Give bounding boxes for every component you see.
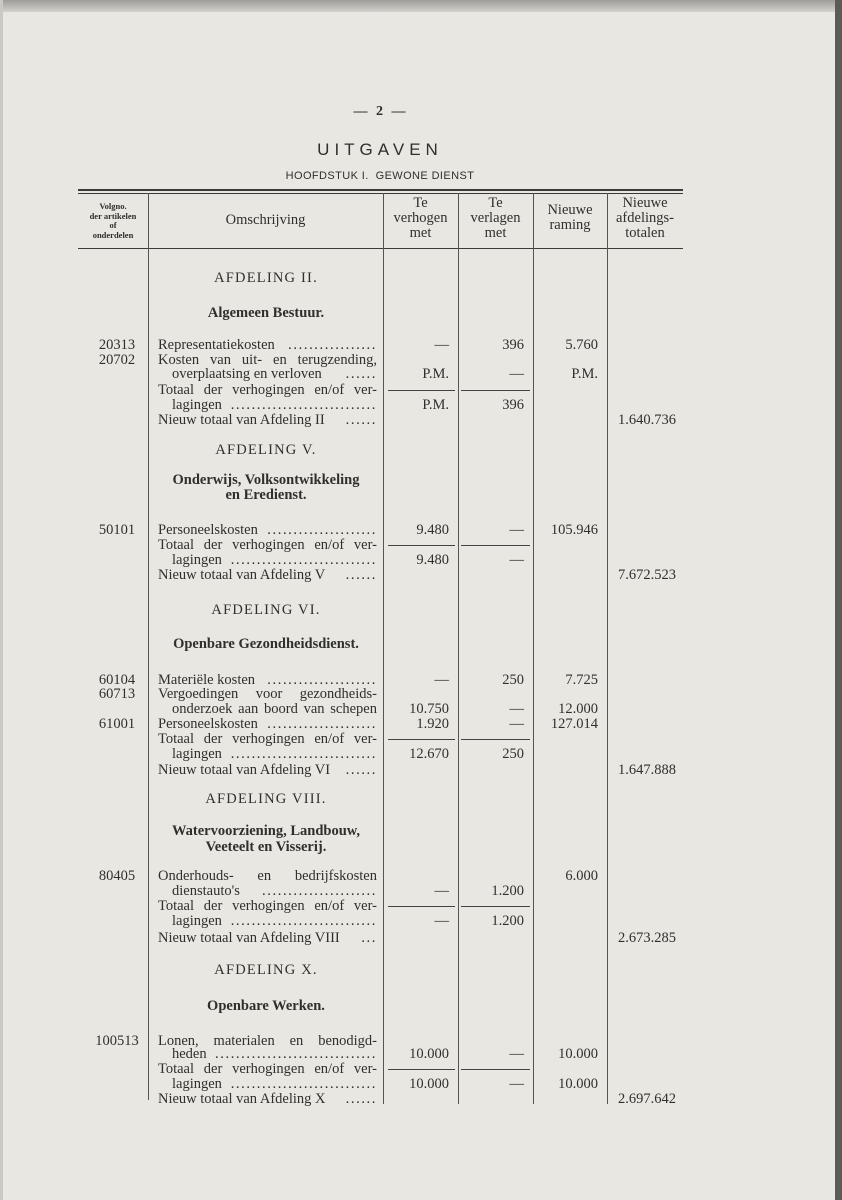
division-title-row	[0, 999, 842, 1014]
header-line: met	[484, 225, 507, 241]
article-number: 80405	[98, 868, 136, 884]
budget-line	[0, 717, 842, 732]
description-text: Kosten van uit- en terugzending,	[158, 353, 377, 368]
line-description	[172, 1077, 377, 1092]
line-description	[172, 914, 377, 929]
description-text: Representatiekosten	[158, 338, 275, 353]
sum-rule-decrease	[461, 390, 530, 391]
header-line: onderdelen	[92, 229, 134, 240]
budget-line	[0, 732, 842, 747]
new-estimate-value: 10.000	[558, 1046, 598, 1062]
budget-line	[0, 899, 842, 914]
increase-value: P.M.	[422, 397, 449, 413]
increase-value: 9.480	[416, 552, 449, 568]
budget-line	[0, 367, 842, 382]
budget-line	[0, 747, 842, 762]
line-description	[158, 717, 377, 732]
division-title-row	[0, 637, 842, 652]
line-description	[172, 398, 377, 413]
division-title-row	[0, 488, 842, 503]
increase-value: 10.000	[409, 1046, 449, 1062]
decrease-value: —	[509, 522, 524, 538]
line-description	[158, 732, 377, 747]
description-text: Totaal der verhogingen en/of ver-	[158, 732, 377, 747]
budget-line	[0, 1077, 842, 1092]
decrease-value: 1.200	[491, 883, 524, 899]
description-text: Nieuw totaal van Afdeling VIII	[158, 931, 340, 946]
division-total-value: 2.673.285	[618, 930, 676, 946]
line-description	[158, 869, 377, 884]
budget-line	[0, 353, 842, 368]
header-line: Volgno.	[99, 201, 127, 211]
column-header-new-estimate	[533, 203, 607, 233]
description-text: lagingen	[172, 747, 222, 762]
division-heading-row	[0, 792, 842, 807]
leader-dots: ............................	[230, 1077, 377, 1092]
increase-value: P.M.	[422, 366, 449, 382]
new-estimate-value: 10.000	[558, 1076, 598, 1092]
sum-rule-decrease	[461, 906, 530, 907]
header-line: of	[109, 220, 117, 231]
increase-value: 10.750	[409, 701, 449, 717]
header-bottom-rule	[78, 248, 683, 249]
budget-line	[0, 1092, 842, 1107]
division-title-row	[0, 306, 842, 321]
line-description	[158, 931, 377, 946]
article-number: 100513	[95, 1033, 139, 1049]
line-description	[158, 353, 377, 368]
leader-dots: .....................	[267, 717, 377, 732]
division-title: Veeteelt en Visserij.	[205, 839, 327, 855]
header-line: raming	[549, 217, 591, 233]
division-heading: AFDELING II.	[214, 270, 318, 286]
description-text: Materiële kosten	[158, 673, 256, 688]
header-line: Te	[488, 195, 503, 211]
division-title: en Eredienst.	[225, 487, 307, 503]
budget-line	[0, 413, 842, 428]
description-text: Personeelskosten	[158, 523, 258, 538]
description-text: Totaal der verhogingen en/of ver-	[158, 899, 377, 914]
line-description	[172, 702, 377, 717]
decrease-value: —	[509, 716, 524, 732]
decrease-value: 250	[502, 746, 524, 762]
division-total-value: 1.647.888	[618, 762, 676, 778]
header-line: Nieuwe	[622, 195, 668, 211]
budget-line	[0, 538, 842, 553]
division-heading-row	[0, 271, 842, 286]
division-title: Algemeen Bestuur.	[207, 305, 325, 321]
new-estimate-value: 6.000	[565, 868, 598, 884]
increase-value: 10.000	[409, 1076, 449, 1092]
sum-rule-increase	[388, 545, 455, 546]
article-number: 60713	[98, 686, 136, 702]
leader-dots: ...............................	[215, 1047, 377, 1062]
line-description	[172, 553, 377, 568]
description-text: Nieuw totaal van Afdeling X	[158, 1092, 326, 1107]
article-number: 50101	[98, 522, 136, 538]
leader-dots: ......	[345, 763, 377, 778]
article-number: 61001	[98, 716, 136, 732]
decrease-value: —	[509, 366, 524, 382]
division-heading: AFDELING VI.	[211, 602, 321, 618]
decrease-value: 250	[502, 672, 524, 688]
division-title-row	[0, 824, 842, 839]
new-estimate-value: 5.760	[565, 337, 598, 353]
budget-line	[0, 1047, 842, 1062]
new-estimate-value: 7.725	[565, 672, 598, 688]
decrease-value: —	[509, 1076, 524, 1092]
line-description	[172, 1047, 377, 1062]
budget-line	[0, 383, 842, 398]
chapter-subtitle: HOOFDSTUK I. GEWONE DIENST	[285, 170, 475, 182]
budget-line	[0, 763, 842, 778]
division-heading: AFDELING VIII.	[205, 791, 327, 807]
division-title: Openbare Gezondheidsdienst.	[173, 636, 359, 652]
scan-border-right	[835, 0, 842, 1200]
article-number: 60104	[98, 672, 136, 688]
division-heading: AFDELING V.	[215, 442, 317, 458]
description-text: onderzoek aan boord van schepen	[172, 702, 377, 717]
column-header-increase	[383, 196, 458, 241]
line-description	[172, 747, 377, 762]
budget-line	[0, 869, 842, 884]
description-text: Totaal der verhogingen en/of ver-	[158, 538, 377, 553]
new-estimate-value: 105.946	[550, 522, 598, 538]
header-line: Omschrijving	[225, 212, 306, 228]
division-title-row	[0, 473, 842, 488]
line-description	[158, 1062, 377, 1077]
increase-value: —	[434, 883, 449, 899]
increase-value: 1.920	[416, 716, 449, 732]
increase-value: —	[434, 913, 449, 929]
division-heading-row	[0, 963, 842, 978]
scan-border-left	[0, 0, 3, 1200]
new-estimate-value: 12.000	[558, 701, 598, 717]
leader-dots: .....................	[267, 523, 377, 538]
leader-dots: .................	[288, 338, 377, 353]
decrease-value: 396	[502, 397, 524, 413]
division-total-value: 7.672.523	[618, 567, 676, 583]
description-text: lagingen	[172, 553, 222, 568]
column-header-description	[148, 213, 383, 228]
description-text: Nieuw totaal van Afdeling VI	[158, 763, 331, 778]
description-text: Personeelskosten	[158, 717, 258, 732]
leader-dots: ............................	[230, 914, 377, 929]
leader-dots: ......	[345, 367, 377, 382]
sum-rule-increase	[388, 906, 455, 907]
budget-line	[0, 914, 842, 929]
description-text: lagingen	[172, 1077, 222, 1092]
header-line: verlagen	[470, 210, 521, 226]
division-total-value: 2.697.642	[618, 1091, 676, 1107]
table-top-rule-thin	[78, 193, 683, 194]
line-description	[158, 763, 377, 778]
division-title: Openbare Werken.	[207, 998, 325, 1014]
page-number: — 2 —	[353, 104, 407, 119]
description-text: Vergoedingen voor gezondheids-	[158, 687, 377, 702]
sum-rule-decrease	[461, 739, 530, 740]
leader-dots: ......	[345, 568, 377, 583]
leader-dots: ...	[361, 931, 377, 946]
description-text: heden	[172, 1047, 207, 1062]
decrease-value: 1.200	[491, 913, 524, 929]
leader-dots: ............................	[230, 553, 377, 568]
table-top-rule	[78, 189, 683, 191]
sum-rule-increase	[388, 390, 455, 391]
division-total-value: 1.640.736	[618, 412, 676, 428]
decrease-value: 396	[502, 337, 524, 353]
article-number: 20702	[98, 352, 136, 368]
description-text: Nieuw totaal van Afdeling V	[158, 568, 326, 583]
scan-border-top	[0, 0, 842, 12]
header-line: der artikelen	[89, 210, 137, 221]
increase-value: —	[434, 337, 449, 353]
sum-rule-decrease	[461, 545, 530, 546]
sum-rule-increase	[388, 739, 455, 740]
line-description	[158, 1092, 377, 1107]
leader-dots: ......	[345, 1092, 377, 1107]
budget-line	[0, 702, 842, 717]
leader-dots: ......................	[262, 884, 377, 899]
budget-line	[0, 884, 842, 899]
column-header-article-number	[78, 202, 148, 240]
line-description	[158, 568, 377, 583]
budget-line	[0, 568, 842, 583]
header-line: Nieuwe	[547, 202, 593, 218]
division-heading-row	[0, 603, 842, 618]
leader-dots: .....................	[267, 673, 377, 688]
budget-line	[0, 338, 842, 353]
leader-dots: ............................	[230, 398, 377, 413]
division-title: Onderwijs, Volksontwikkeling	[172, 472, 360, 488]
description-text: lagingen	[172, 914, 222, 929]
division-heading: AFDELING X.	[214, 962, 318, 978]
budget-line	[0, 553, 842, 568]
header-line: Te	[413, 195, 428, 211]
budget-line	[0, 398, 842, 413]
leader-dots: ............................	[230, 747, 377, 762]
header-line: afdelings-	[616, 210, 674, 226]
line-description	[158, 899, 377, 914]
line-description	[158, 413, 377, 428]
increase-value: —	[434, 672, 449, 688]
increase-value: 9.480	[416, 522, 449, 538]
sum-rule-decrease	[461, 1069, 530, 1070]
division-heading-row	[0, 443, 842, 458]
budget-line	[0, 687, 842, 702]
line-description	[158, 687, 377, 702]
decrease-value: —	[509, 1046, 524, 1062]
line-description	[158, 673, 377, 688]
sum-rule-increase	[388, 1069, 455, 1070]
description-text: Totaal der verhogingen en/of ver-	[158, 383, 377, 398]
description-text: Lonen, materialen en benodigd-	[158, 1034, 377, 1049]
budget-line	[0, 931, 842, 946]
description-text: Onderhouds- en bedrijfskosten	[158, 869, 377, 884]
header-line: verhogen	[393, 210, 448, 226]
line-description	[158, 338, 377, 353]
line-description	[172, 367, 377, 382]
description-text: Nieuw totaal van Afdeling II	[158, 413, 325, 428]
decrease-value: —	[509, 552, 524, 568]
division-title-row	[0, 840, 842, 855]
decrease-value: —	[509, 701, 524, 717]
line-description	[158, 523, 377, 538]
budget-line	[0, 523, 842, 538]
description-text: dienstauto's	[172, 884, 240, 899]
division-title: Watervoorziening, Landbouw,	[171, 823, 361, 839]
page-title: UITGAVEN	[317, 140, 443, 159]
line-description	[172, 884, 377, 899]
new-estimate-value: P.M.	[571, 366, 598, 382]
column-header-division-totals	[607, 196, 683, 241]
column-header-decrease	[458, 196, 533, 241]
increase-value: 12.670	[409, 746, 449, 762]
line-description	[158, 383, 377, 398]
line-description	[158, 538, 377, 553]
description-text: Totaal der verhogingen en/of ver-	[158, 1062, 377, 1077]
description-text: overplaatsing en verloven	[172, 367, 322, 382]
header-line: met	[409, 225, 432, 241]
new-estimate-value: 127.014	[550, 716, 598, 732]
header-line: totalen	[625, 225, 665, 241]
article-number: 20313	[98, 337, 136, 353]
budget-line	[0, 1062, 842, 1077]
description-text: lagingen	[172, 398, 222, 413]
leader-dots: ......	[345, 413, 377, 428]
